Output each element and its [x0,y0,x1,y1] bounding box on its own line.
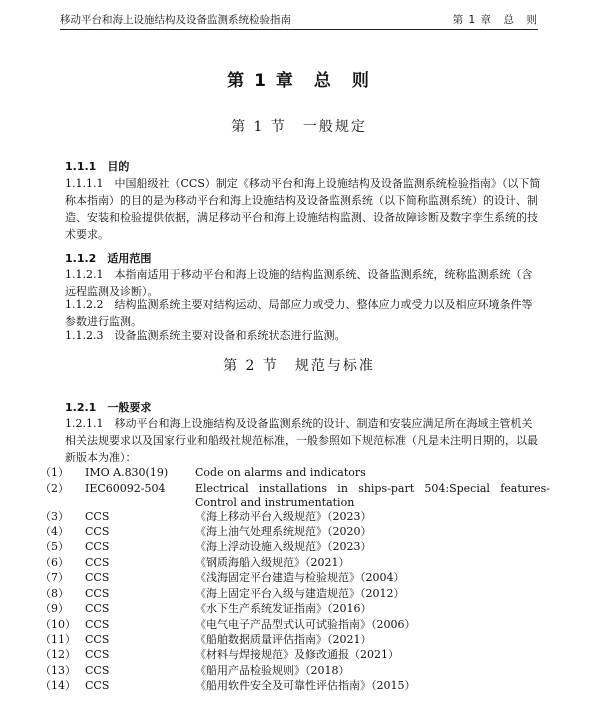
standard-row [40,571,560,586]
standard-title: 《材料与焊接规范》及修改通报（2021） [195,648,399,661]
standard-number: （7） [40,571,69,584]
running-header [60,10,538,28]
standard-title: 《船用软件安全及可靠性评估指南》（2015） [195,679,416,692]
standard-title: 《海上浮动设施入级规范》（2023） [195,540,372,553]
paragraph-1-1-1-1: 1.1.1.1 中国船级社（CCS）制定《移动平台和海上设施结构及设备监测系统检验指南》（以下简称本指南）的目的是为移动平台和海上设施结构及设备监测系统（以下简称监测系统）的设计、制造、安装和检验提供依据，满足移动平台和海上设施结构监测、设备故障诊断及数字孪生系统的技术要求。 [65,177,541,241]
standard-row [40,648,560,663]
standard-title: 《浅海固定平台建造与检验规范》（2004） [195,571,405,584]
standard-number: （5） [40,540,69,553]
standard-code: CCS [85,510,110,523]
standard-row [40,664,560,679]
standard-row [40,587,560,602]
standard-row [40,618,560,633]
heading-1-1-2: 1.1.2 适用范围 [65,252,152,265]
standard-row [40,602,560,617]
standard-code: IEC60092-504 [85,482,166,495]
standard-title: 《船舶数据质量评估指南》（2021） [195,633,372,646]
standard-code: CCS [85,633,110,646]
standard-code: CCS [85,602,110,615]
standard-code: CCS [85,679,110,692]
paragraph-1-1-2-1: 1.1.2.1 本指南适用于移动平台和海上设施的结构监测系统、设备监测系统，统称监测系统（含远程监测及诊断）。 [65,268,533,298]
standard-number: （8） [40,587,69,600]
standard-row [40,525,560,540]
standard-number: （3） [40,510,69,523]
standard-code: CCS [85,540,110,553]
standard-code: CCS [85,525,110,538]
standard-title: 《钢质海船入级规范》（2021） [195,556,350,569]
chapter-title: 第 1 章 总 则 [227,71,371,91]
standard-code: CCS [85,556,110,569]
paragraph-1-1-2-2: 1.1.2.2 结构监测系统主要对结构运动、局部应力或受力、整体应力或受力以及相应环境条件等参数进行监测。 [65,298,533,328]
standard-code: CCS [85,571,110,584]
heading-1-2-1: 1.2.1 一般要求 [65,401,152,414]
standard-title: 《水下生产系统发证指南》（2016） [195,602,372,615]
standard-title: 《船用产品检验规则》（2018） [195,664,350,677]
standard-number: （4） [40,525,69,538]
standard-number: （9） [40,602,69,615]
standard-title: Electrical installations in ships-part 504:Special features-Control and instrumentation [195,482,550,509]
section-2-title: 第 2 节 规范与标准 [223,358,375,374]
standard-code: CCS [85,587,110,600]
standard-number: （14） [40,679,76,692]
header-rule [60,29,538,30]
standard-row [40,633,560,648]
standard-title: Code on alarms and indicators [195,466,366,479]
standard-row [40,466,560,481]
standard-row [40,482,560,509]
standard-code: CCS [85,664,110,677]
standard-number: （12） [40,648,76,661]
header-chapter-ref: 第 1 章 总 则 [452,14,538,26]
standard-number: （13） [40,664,76,677]
standard-code: CCS [85,618,110,631]
standard-code: CCS [85,648,110,661]
standard-code: IMO A.830(19) [85,466,169,479]
heading-1-1-1: 1.1.1 目的 [65,160,130,173]
standard-row [40,556,560,571]
standard-row [40,510,560,525]
header-document-title: 移动平台和海上设施结构及设备监测系统检验指南 [60,14,291,26]
standard-number: （6） [40,556,69,569]
standard-number: （11） [40,633,76,646]
standard-number: （2） [40,482,69,495]
standard-row [40,540,560,555]
paragraph-1-2-1-1: 1.2.1.1 移动平台和海上设施结构及设备监测系统的设计、制造和安装应满足所在海域主管机关相关法规要求以及国家行业和船级社规范标准，一般参照如下规范标准（凡是未注明日期的，以最新版本为准）： [65,417,538,464]
standard-title: 《海上固定平台入级与建造规范》（2012） [195,587,405,600]
standard-number: （1） [40,466,69,479]
standard-number: （10） [40,618,76,631]
section-1-title: 第 1 节 一般规定 [231,119,367,135]
standard-title: 《电气电子产品型式认可试验指南》（2006） [195,618,416,631]
paragraph-1-1-2-3: 1.1.2.3 设备监测系统主要对设备和系统状态进行监测。 [65,329,346,342]
standard-row [40,679,560,694]
standard-title: 《海上移动平台入级规范》（2023） [195,510,372,523]
standard-title: 《海上油气处理系统规范》（2020） [195,525,372,538]
